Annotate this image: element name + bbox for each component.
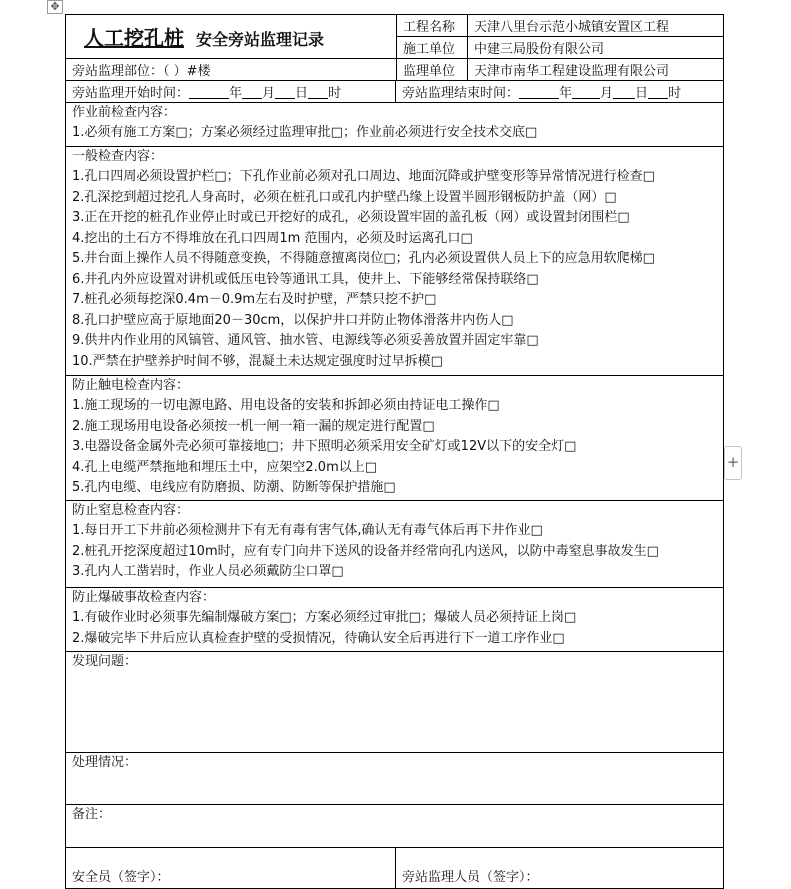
list-item: 2.桩孔开挖深度超过10m时，应有专门向井下送风的设备并经常向孔内送风，以防中毒窒息事故发生□ — [72, 543, 659, 559]
list-item: 5.井台面上操作人员不得随意变换，不得随意擅离岗位□；孔内必须设置供人员上下的应急用软爬梯□ — [72, 251, 655, 266]
supervisor-label: 旁站监理人员（签字）： — [402, 869, 539, 885]
section-title: 一般检查内容： — [72, 149, 164, 164]
list-item: 1.每日开工下井前必须检测井下有无有毒有害气体,确认无有毒气体后再下井作业□ — [72, 523, 543, 538]
safety-officer-signature-field[interactable] — [66, 848, 396, 889]
construction-unit-label: 施工单位 — [397, 37, 468, 59]
list-item: 1.有破作业时必须事先编制爆破方案□；方案必须经过审批□；爆破人员必须持证上岗□ — [72, 610, 577, 625]
findings-label: 发现问题： — [72, 654, 138, 669]
list-item: 8.孔口护壁应高于原地面20－30cm，以保护井口并防止物体滑落井内伤人□ — [72, 312, 514, 328]
section-blasting — [66, 588, 724, 652]
end-time-field: 旁站监理结束时间： 年 月 日 时 — [396, 81, 724, 103]
start-time-label: 旁站监理开始时间： — [72, 86, 190, 101]
list-item: 2.施工现场用电设备必须按一机一闸一箱一漏的规定进行配置□ — [72, 418, 435, 434]
list-item: 3.孔内人工凿岩时，作业人员必须戴防尘口罩□ — [72, 564, 344, 579]
inspection-record-document — [65, 14, 723, 889]
move-handle-icon[interactable]: ✥ — [47, 0, 63, 14]
document-title — [66, 15, 397, 59]
list-item: 1.必须有施工方案□；方案必须经过监理审批□；作业前必须进行安全技术交底□ — [72, 125, 538, 140]
location-field: 旁站监理部位：（ ）#楼 — [66, 59, 397, 81]
add-icon[interactable]: + — [724, 446, 742, 480]
remarks-field[interactable] — [66, 805, 724, 848]
record-table — [65, 14, 724, 889]
section-title: 防止爆破事故检查内容： — [72, 590, 216, 605]
remarks-label: 备注： — [72, 807, 112, 822]
list-item: 2.爆破完毕下井后应认真检查护壁的受损情况，待确认安全后再进行下一道工序作业□ — [72, 630, 565, 646]
start-time-field: 旁站监理开始时间： 年 月 日 时 — [66, 81, 396, 103]
section-title: 防止触电检查内容： — [72, 378, 190, 393]
supervision-unit-value: 天津市南华工程建设监理有限公司 — [468, 59, 724, 81]
safety-officer-label: 安全员（签字）： — [72, 869, 170, 885]
list-item: 2.孔深挖到超过挖孔人身高时，必须在桩孔口或孔内护壁凸缘上设置半圆形钢板防护盖（网）□ — [72, 189, 617, 205]
list-item: 7.桩孔必须每挖深0.4m－0.9m左右及时护壁，严禁只挖不护□ — [72, 292, 437, 307]
handling-field[interactable] — [66, 753, 724, 805]
list-item: 3.电器设备金属外壳必须可靠接地□；井下照明必须采用安全矿灯或12V以下的安全灯□ — [72, 439, 577, 454]
list-item: 6.井孔内外应设置对讲机或低压电铃等通讯工具，使井上、下能够经常保持联络□ — [72, 271, 539, 287]
project-name-value: 天津八里台示范小城镇安置区工程 — [468, 15, 724, 37]
list-item: 1.施工现场的一切电源电路、用电设备的安装和拆卸必须由持证电工操作□ — [72, 398, 500, 413]
section-general — [66, 147, 724, 376]
supervisor-signature-field[interactable] — [396, 848, 724, 889]
supervision-unit-label: 监理单位 — [397, 59, 468, 81]
list-item: 1.孔口四周必须设置护栏□；下孔作业前必须对孔口周边、地面沉降或护壁变形等异常情况进行检查□ — [72, 169, 655, 184]
project-name-label: 工程名称 — [397, 15, 468, 37]
list-item: 5.孔内电缆、电线应有防磨损、防潮、防断等保护措施□ — [72, 480, 396, 495]
handling-label: 处理情况： — [72, 755, 138, 770]
title-sub: 安全旁站监理记录 — [196, 30, 325, 49]
section-electric-shock — [66, 376, 724, 501]
construction-unit-value: 中建三局股份有限公司 — [468, 37, 724, 59]
list-item: 3.正在开挖的桩孔作业停止时或已开挖好的成孔，必须设置牢固的盖孔板（网）或设置封闭围栏□ — [72, 210, 630, 225]
section-pre-work — [66, 103, 724, 147]
list-item: 4.挖出的土石方不得堆放在孔口四周1m 范围内，必须及时运离孔口□ — [72, 230, 473, 246]
section-title: 作业前检查内容： — [72, 105, 177, 120]
findings-field[interactable] — [66, 652, 724, 753]
title-main: 人工挖孔桩 — [84, 26, 184, 50]
list-item: 10.严禁在护壁养护时间不够，混凝土未达规定强度时过早拆模□ — [72, 353, 443, 369]
section-suffocation — [66, 501, 724, 588]
section-title: 防止窒息检查内容： — [72, 503, 190, 518]
list-item: 4.孔上电缆严禁拖地和埋压土中，应架空2.0m以上□ — [72, 459, 378, 475]
list-item: 9.供井内作业用的风镐管、通风管、抽水管、电源线等必须妥善放置并固定牢靠□ — [72, 333, 539, 348]
end-time-label: 旁站监理结束时间： — [402, 86, 520, 101]
